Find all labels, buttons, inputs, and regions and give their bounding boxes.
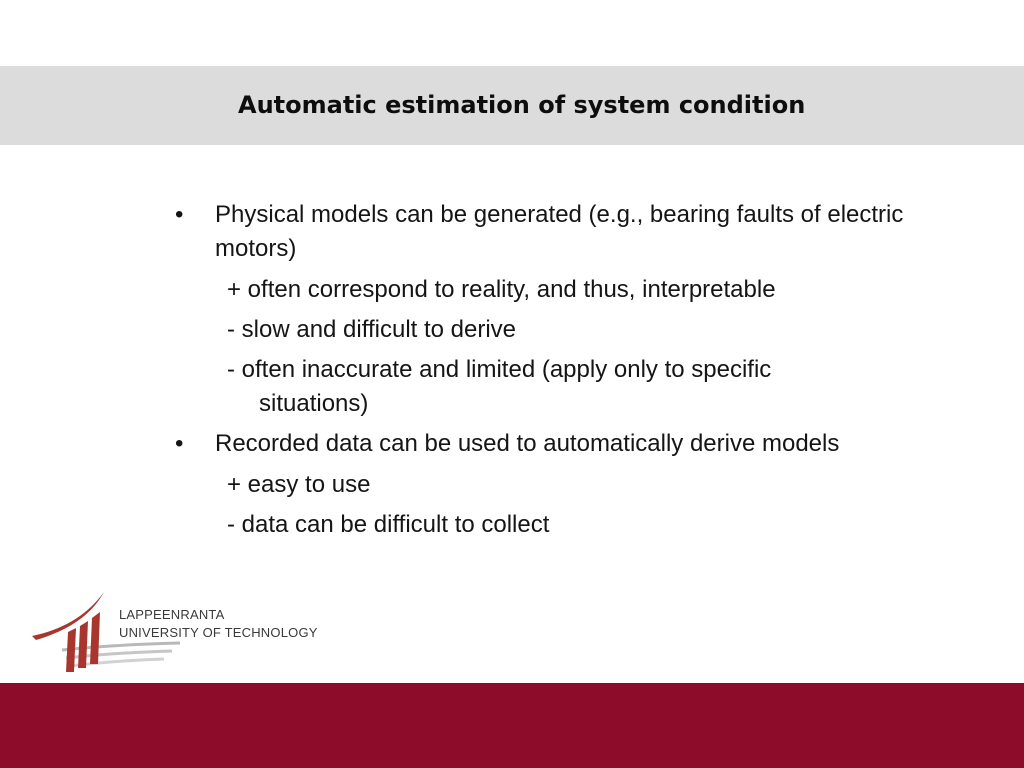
- sub-point: [172, 508, 972, 542]
- logo-line-2: UNIVERSITY OF TECHNOLOGY: [119, 625, 318, 640]
- bullet-text: Physical models can be generated (e.g., bearing faults of electric motors): [215, 201, 904, 262]
- footer-band: [0, 683, 1024, 768]
- sub-point: [172, 313, 972, 347]
- bullet-dot: •: [175, 201, 184, 228]
- sub-point-text: + easy to use: [227, 471, 371, 498]
- sub-point: [172, 353, 972, 421]
- sub-point-text: - slow and difficult to derive: [227, 316, 517, 343]
- bullet-dot: •: [175, 430, 184, 457]
- sub-point: [172, 468, 972, 502]
- sub-point: [172, 273, 972, 307]
- bullet-item: [172, 427, 972, 461]
- slide-title: Automatic estimation of system condition: [238, 91, 806, 119]
- logo-text: [119, 606, 318, 642]
- slide-content: [172, 198, 972, 542]
- sub-point-text: + often correspond to reality, and thus, interpretable: [227, 276, 776, 303]
- sub-point-text: - data can be difficult to collect: [227, 511, 550, 538]
- logo-line-1: LAPPEENRANTA: [119, 607, 225, 622]
- bullet-text: Recorded data can be used to automatically derive models: [215, 430, 840, 457]
- bullet-item: [172, 198, 972, 266]
- sub-point-text: - often inaccurate and limited (apply only to specific: [227, 356, 772, 383]
- sub-point-continuation: situations): [259, 390, 369, 417]
